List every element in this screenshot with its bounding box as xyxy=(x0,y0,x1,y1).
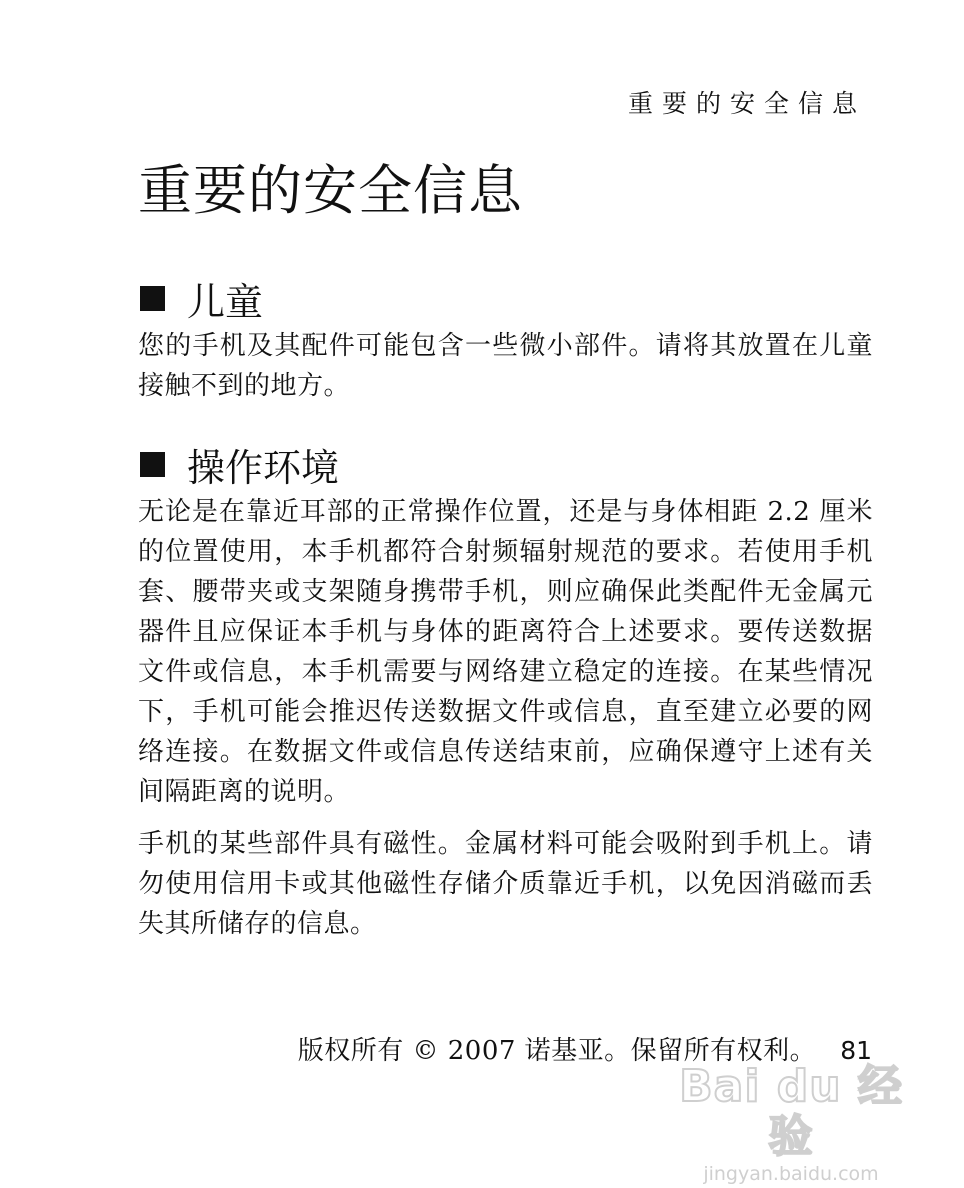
page-footer xyxy=(298,1030,872,1067)
copyright-notice: 版权所有 © 2007 诺基亚。保留所有权利。 xyxy=(297,1036,817,1066)
section-heading-text: 儿童 xyxy=(187,279,264,324)
section-children xyxy=(138,272,873,406)
baidu-logo: Bai du 经验 xyxy=(679,1061,903,1162)
baidu-watermark xyxy=(676,1062,906,1186)
section-operating-environment xyxy=(138,438,873,944)
page-number: 81 xyxy=(840,1036,872,1065)
section-heading-text: 操作环境 xyxy=(187,445,340,490)
section-heading-operating-environment xyxy=(138,438,873,490)
page-title: 重要的安全信息 xyxy=(138,159,523,222)
paragraph: 手机的某些部件具有磁性。金属材料可能会吸附到手机上。请勿使用信用卡或其他磁性存储介质靠近手机，以免因消磁而丢失其所储存的信息。 xyxy=(138,829,873,939)
square-bullet-icon xyxy=(140,452,165,477)
running-header: 重要的安全信息 xyxy=(627,89,866,118)
square-bullet-icon xyxy=(140,286,165,311)
watermark-url: jingyan.baidu.com xyxy=(703,1163,879,1185)
paragraph: 您的手机及其配件可能包含一些微小部件。请将其放置在儿童接触不到的地方。 xyxy=(138,331,873,401)
paragraph: 无论是在靠近耳部的正常操作位置，还是与身体相距 2.2 厘米的位置使用，本手机都符合射频辐射规范的要求。若使用手机套、腰带夹或支架随身携带手机，则应确保此类配件无金属元器件且应保证本手机与身体的距离符合上述要求。要传送数据文件或信息，本手机需要与网络建立稳定的连接。在某些情况下，手机可能会推迟传送数据文件或信息，直至建立必要的网络连接。在数据文件或信息传送结束前，应确保遵守上述有关间隔距离的说明。 xyxy=(138,497,873,807)
section-heading-children xyxy=(138,272,873,324)
